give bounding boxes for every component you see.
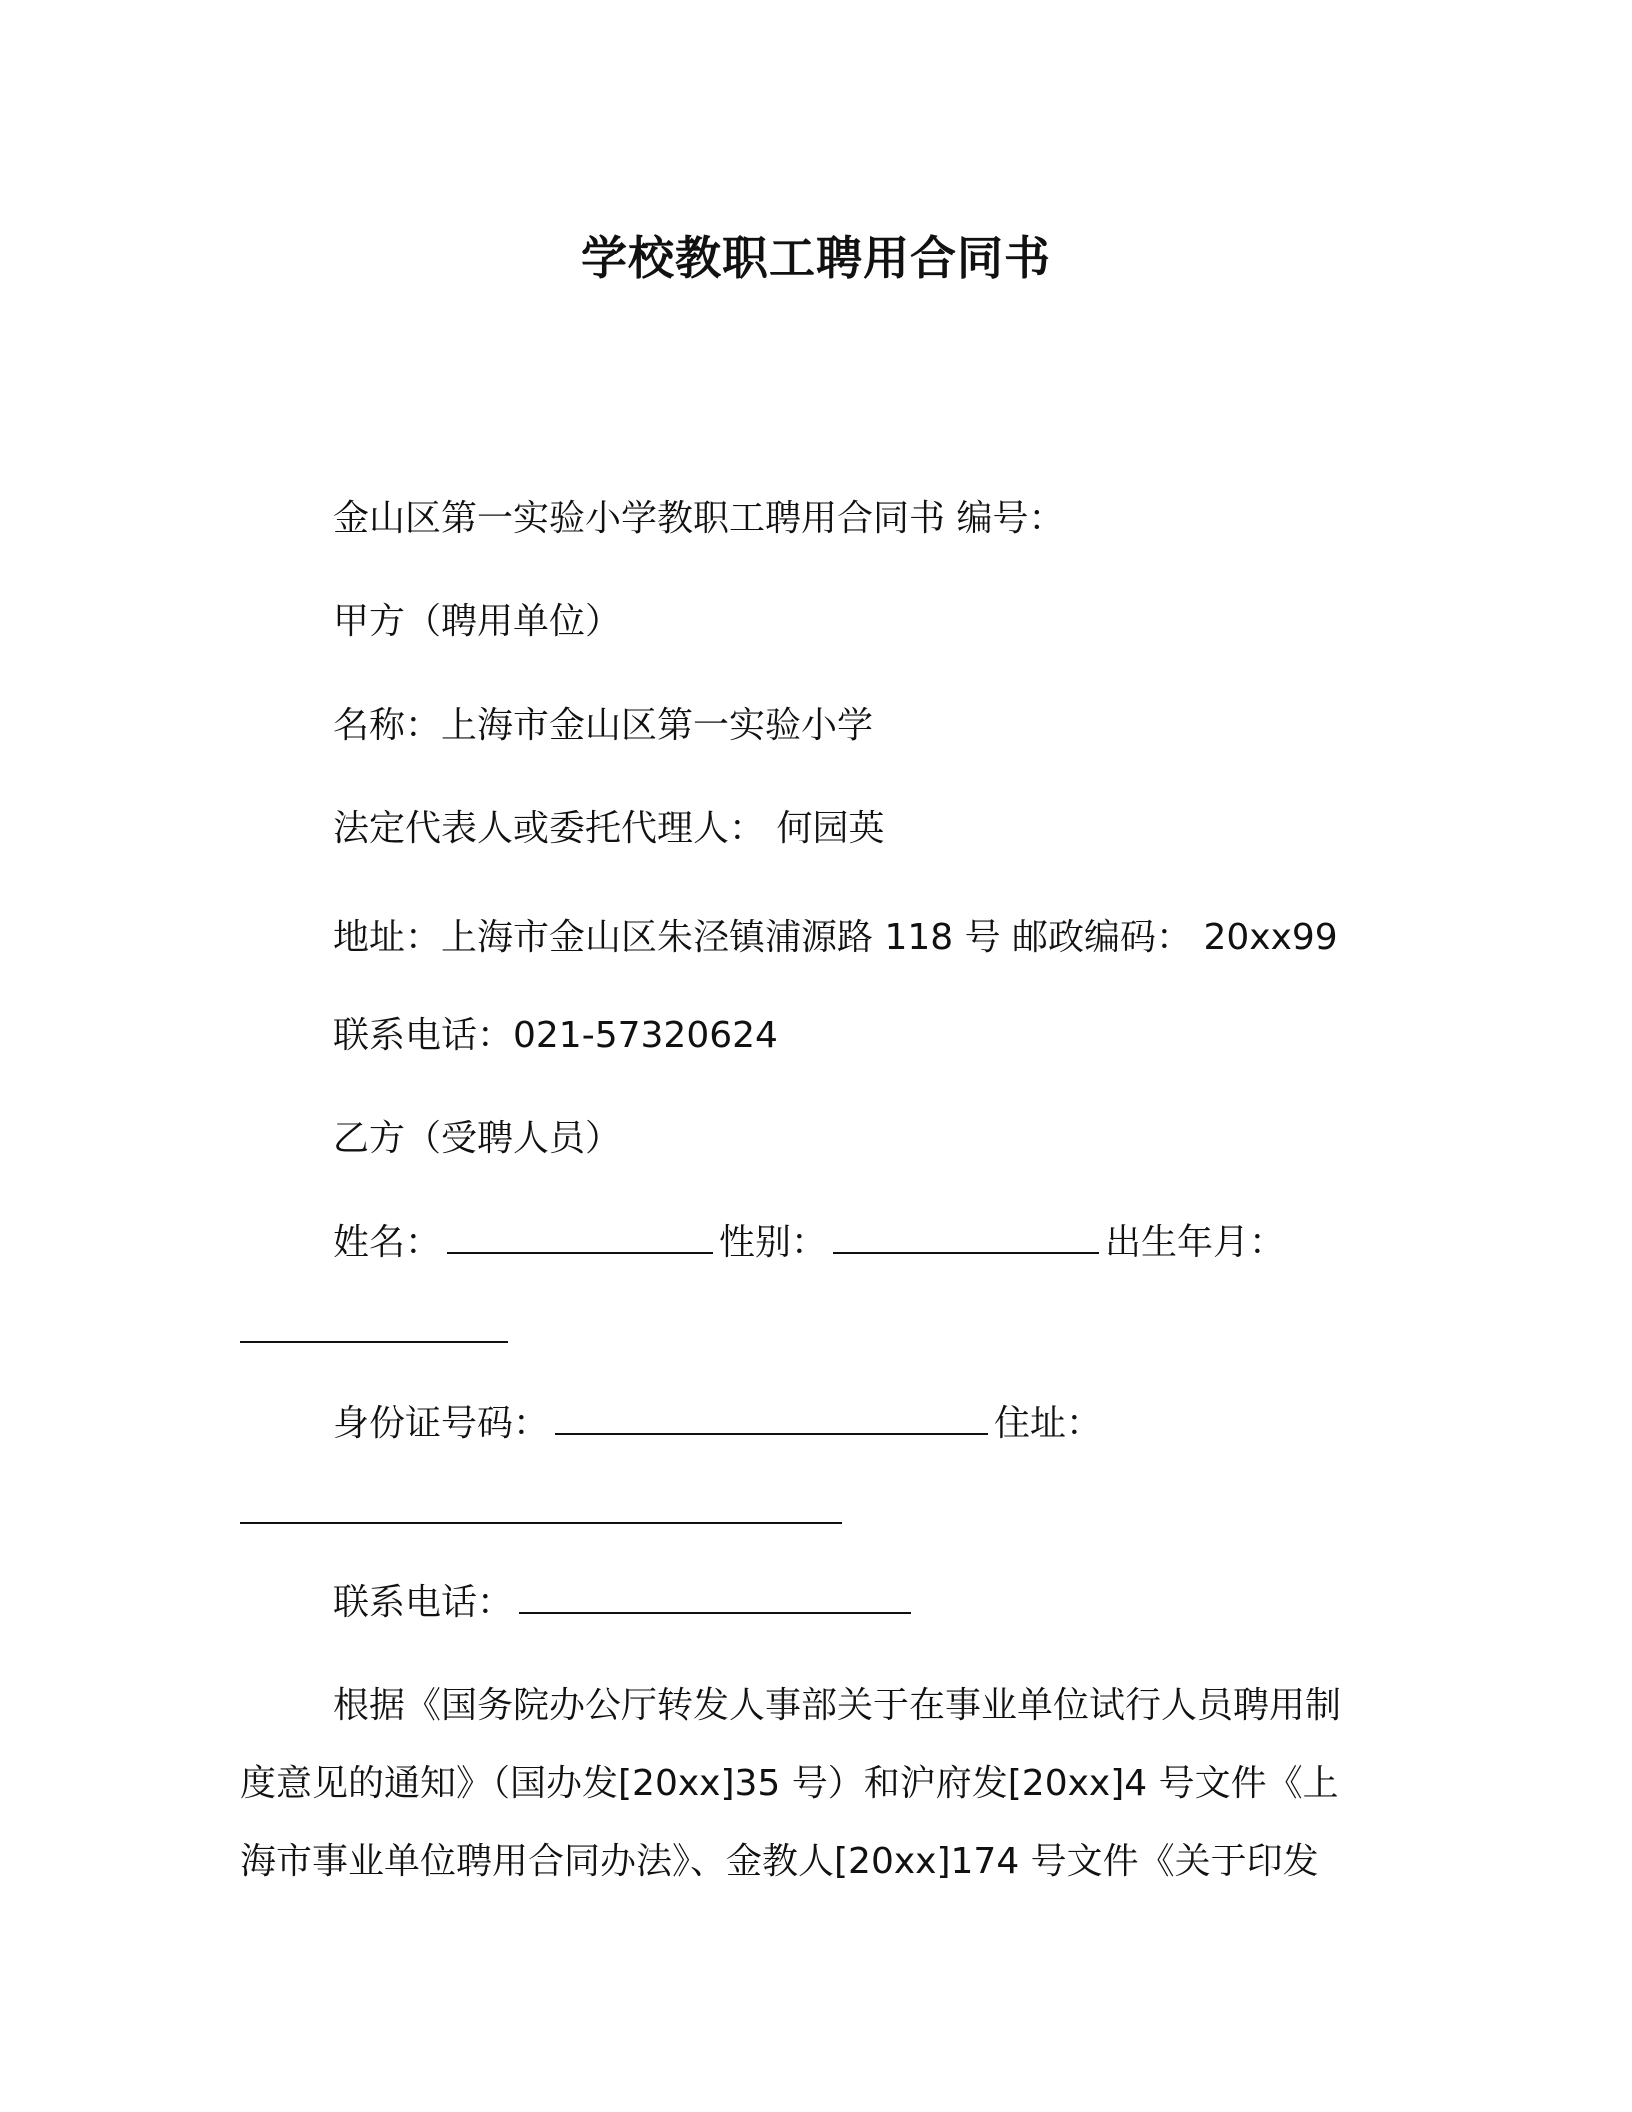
- party-b-name-blank[interactable]: [447, 1218, 713, 1254]
- basis-line-2: 度意见的通知》（国办发[20xx]35 号）和沪府发[20xx]4 号文件《上: [240, 1763, 1339, 1804]
- party-b-address-blank[interactable]: [240, 1522, 842, 1524]
- party-a-representative: 法定代表人或委托代理人： 何园英: [333, 808, 885, 849]
- basis-line-1: 根据《国务院办公厅转发人事部关于在事业单位试行人员聘用制: [333, 1685, 1342, 1726]
- party-b-id-label: 身份证号码：: [333, 1403, 550, 1444]
- party-b-phone-line: [333, 1578, 917, 1627]
- party-b-phone-blank[interactable]: [519, 1578, 911, 1614]
- contract-number-line: 金山区第一实验小学教职工聘用合同书 编号：: [333, 498, 1065, 539]
- party-a-header: 甲方（聘用单位）: [333, 601, 622, 642]
- party-b-birth-label: 出生年月：: [1105, 1222, 1286, 1263]
- party-a-address: 地址：上海市金山区朱泾镇浦源路 118 号 邮政编码： 20xx99: [333, 917, 1338, 958]
- party-a-name: 名称：上海市金山区第一实验小学: [333, 705, 874, 746]
- party-b-gender-blank[interactable]: [833, 1218, 1099, 1254]
- party-b-id-line: [333, 1399, 1102, 1448]
- party-b-basic-info-line: [333, 1218, 1285, 1267]
- party-b-header: 乙方（受聘人员）: [333, 1118, 622, 1159]
- party-b-birth-blank[interactable]: [240, 1341, 508, 1343]
- party-a-phone: 联系电话：021-57320624: [333, 1015, 778, 1056]
- document-title: 学校教职工聘用合同书: [581, 231, 1051, 285]
- party-b-phone-label: 联系电话：: [333, 1582, 514, 1623]
- party-b-name-label: 姓名：: [333, 1222, 442, 1263]
- basis-line-3: 海市事业单位聘用合同办法》、金教人[20xx]174 号文件《关于印发: [240, 1841, 1319, 1882]
- party-b-gender-label: 性别：: [719, 1222, 828, 1263]
- party-b-address-label: 住址：: [994, 1403, 1103, 1444]
- party-b-id-blank[interactable]: [555, 1399, 988, 1435]
